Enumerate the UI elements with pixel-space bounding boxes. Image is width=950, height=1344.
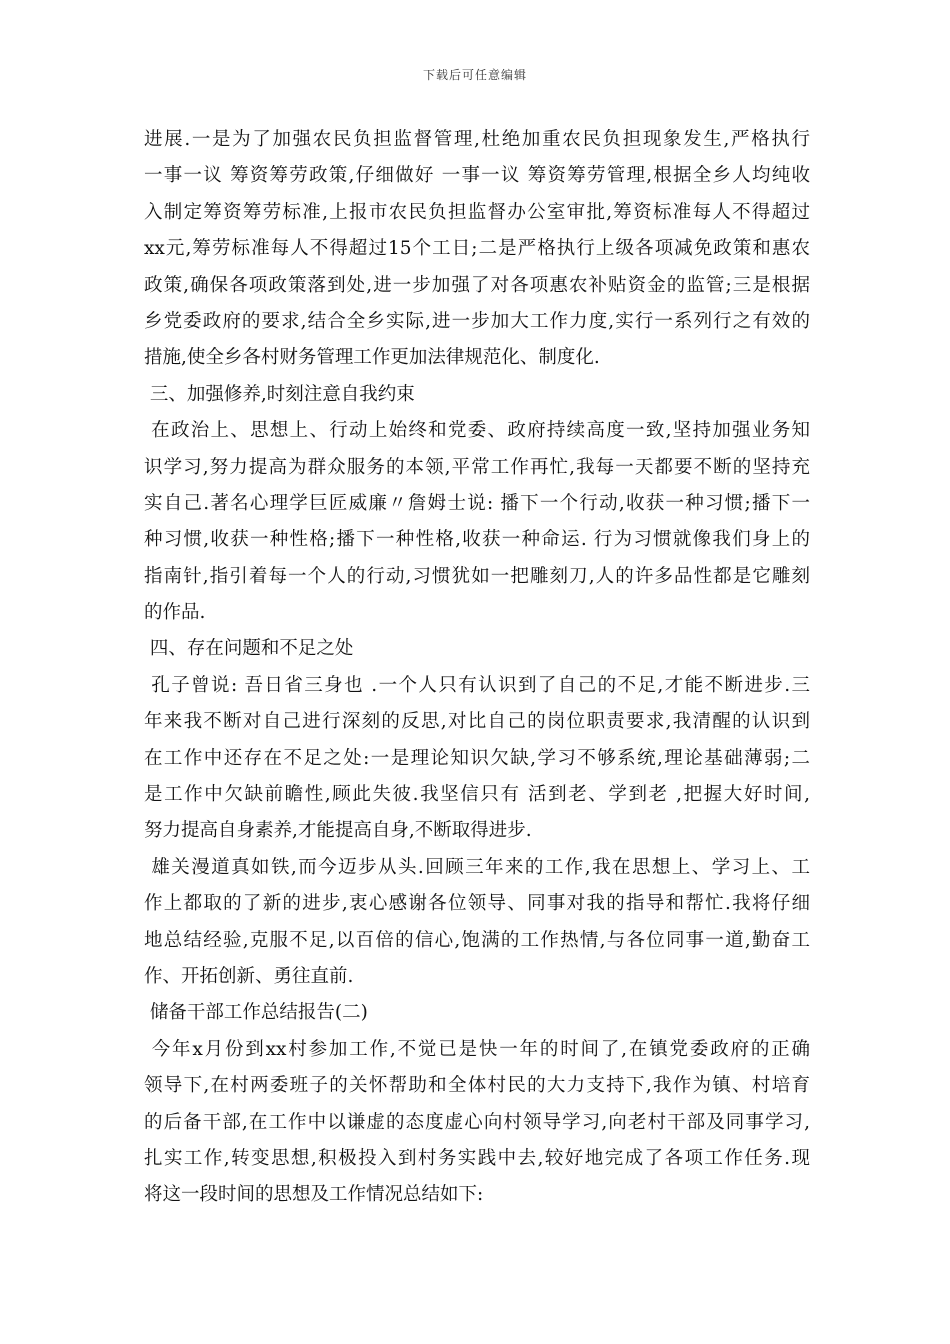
text-line: 一事一议 筹资筹劳政策,仔细做好 一事一议 筹资筹劳管理,根据全乡人均纯收 [144, 165, 810, 187]
text-line: 领导下,在村两委班子的关怀帮助和全体村民的大力支持下,我作为镇、村培育 [144, 1075, 810, 1097]
text-line: 地总结经验,克服不足,以百倍的信心,饱满的工作热情,与各位同事一道,勤奋工 [144, 929, 810, 951]
text-line: 四、存在问题和不足之处 [144, 638, 354, 660]
text-line: 作、开拓创新、勇往直前. [144, 965, 354, 987]
text-line: 入制定筹资筹劳标准,上报市农民负担监督办公室审批,筹资标准每人不得超过 [144, 201, 810, 223]
document-body [144, 122, 810, 1214]
text-line: 储备干部工作总结报告(二) [144, 1002, 368, 1024]
text-line: 种习惯,收获一种性格;播下一种性格,收获一种命运. 行为习惯就像我们身上的 [144, 529, 810, 551]
text-line: 雄关漫道真如铁,而今迈步从头.回顾三年来的工作,我在思想上、学习上、工 [144, 856, 810, 878]
text-line: 孔子曾说: 吾日省三身也 .一个人只有认识到了自己的不足,才能不断进步.三 [144, 674, 810, 696]
text-line: 努力提高自身素养,才能提高自身,不断取得进步. [144, 820, 532, 842]
text-line: 指南针,指引着每一个人的行动,习惯犹如一把雕刻刀,人的许多品性都是它雕刻 [144, 565, 810, 587]
text-line: 进展.一是为了加强农民负担监督管理,杜绝加重农民负担现象发生,严格执行 [144, 129, 810, 150]
text-line: 措施,使全乡各村财务管理工作更加法律规范化、制度化. [144, 347, 600, 369]
text-line: 是工作中欠缺前瞻性,顾此失彼.我坚信只有 活到老、学到老 ,把握大好时间, [144, 784, 810, 806]
text-line: 乡党委政府的要求,结合全乡实际,进一步加大工作力度,实行一系列行之有效的 [144, 310, 810, 332]
text-line: 年来我不断对自己进行深刻的反思,对比自己的岗位职责要求,我清醒的认识到 [144, 711, 810, 733]
text-line: 政策,确保各项政策落到处,进一步加强了对各项惠农补贴资金的监管;三是根据 [144, 274, 810, 296]
text-line: 在政治上、思想上、行动上始终和党委、政府持续高度一致,坚持加强业务知 [144, 420, 810, 442]
text-line: 的作品. [144, 602, 206, 624]
text-line: 扎实工作,转变思想,积极投入到村务实践中去,较好地完成了各项工作任务.现 [144, 1147, 810, 1169]
text-line: 作上都取的了新的进步,衷心感谢各位领导、同事对我的指导和帮忙.我将仔细 [144, 893, 810, 915]
text-line: 在工作中还存在不足之处:一是理论知识欠缺,学习不够系统,理论基础薄弱;二 [144, 747, 810, 769]
text-line: 实自己.著名心理学巨匠威廉〃詹姆士说: 播下一个行动,收获一种习惯;播下一 [144, 492, 810, 514]
text-line: 将这一段时间的思想及工作情况总结如下: [144, 1184, 484, 1206]
text-line: xx元,筹劳标准每人不得超过15个工日;二是严格执行上级各项减免政策和惠农 [144, 238, 810, 260]
text-line: 识学习,努力提高为群众服务的本领,平常工作再忙,我每一天都要不断的坚持充 [144, 456, 810, 478]
text-line: 今年x月份到xx村参加工作,不觉已是快一年的时间了,在镇党委政府的正确 [144, 1038, 810, 1060]
text-line: 三、加强修养,时刻注意自我约束 [144, 383, 415, 405]
text-line: 的后备干部,在工作中以谦虚的态度虚心向村领导学习,向老村干部及同事学习, [144, 1111, 810, 1133]
page-header: 下载后可任意编辑 [422, 68, 527, 82]
